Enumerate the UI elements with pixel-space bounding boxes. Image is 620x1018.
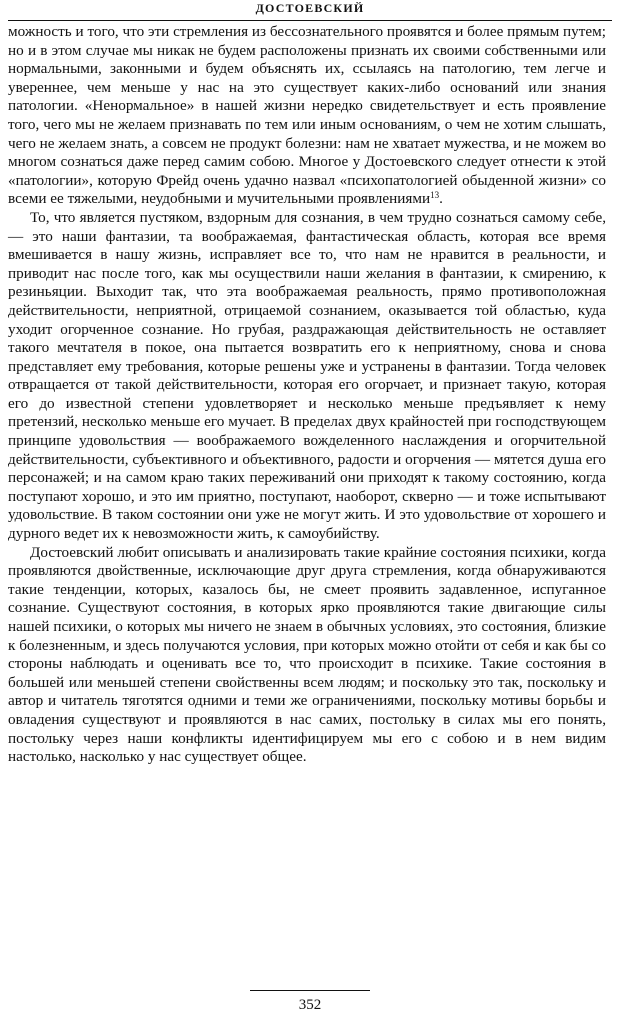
paragraph-2: То, что является пустяком, вздорным для сознания, в чем трудно сознаться самому себе, — это наши фантазии, та воображаемая, фантастическая область, которая все время вмешивается в нашу жизнь, исправляет все то, что нам не нравится в реальности, и приводит нас после того, как мы осуществили наши желания в фантазии, к смирению, к резиньяции. Выходит так, что эта воображаемая реальность, прямо противоположная действительности, неприятной, отрицаемой сознанием, оказывается той областью, куда уходит огорченное сознание. Но грубая, раздражающая действительность не оставляет такого мечтателя в покое, она пытается возвратить его к неприятному, снова и снова представляет ему требования, которые решены уже и устранены в фантазии. Тогда человек отвращается от такой действительности, которая его огорчает, и признает такую, которая его до известной степени удовлетворяет и несколько меньше предъявляет к нему претензий, несколько меньше его мучает. В пределах двух крайностей при господствующем принципе удовольствия — воображаемого вожделенного наслаждения и огорчительной действительности, субъективного и объективного, радости и огорчения — мятется душа его персонажей; и на самом краю таких переживаний они приходят к такому состоянию, когда поступают хорошо, и это им приятно, поступают, наоборот, скверно — и тоже испытывают удовольствие. В таком состоянии они уже не могут жить. И это удовольствие от хорошего и дурного ведет их к невозможности жить, к самоубийству. — [8, 208, 606, 543]
page-number: 352 — [298, 997, 322, 1013]
footnote-reference: 13 — [430, 190, 440, 201]
paragraph-1-tail: . — [439, 190, 443, 208]
running-head: ДОСТОЕВСКИЙ — [255, 1, 365, 15]
footer-rule — [250, 990, 370, 991]
paragraph-1 — [8, 23, 606, 209]
paragraph-1-text: можность и того, что эти стремления из бессознательного проявятся и более прямым путем; но и в этом случае мы никак не будем расположены признать их своими собственными или нормальными, законными и будем объяснять их, ссылаясь на патологию, тем легче и увереннее, чем меньше у нас на это существует каких-либо оснований или знания патологии. «Ненормальное» в нашей жизни нередко свидетельствует и есть проявление того, чего мы не желаем признавать по тем или иным основаниям, о чем не хотим слышать, чего не желаем знать, а совсем не продукт болезни: нам не хватает мужества, и не можем во многом сознаться даже перед самим собою. Многое у Достоевского следует отнести к этой «патологии», которую Фрейд очень удачно назвал «психопатологией обыденной жизни» со всеми ее тяжелыми, неудобными и мучительными проявлениями — [8, 23, 606, 208]
body-text — [8, 23, 606, 767]
paragraph-3: Достоевский любит описывать и анализировать такие крайние состояния психики, когда проявляются двойственные, исключающие друг друга стремления, когда обнаруживаются такие тенденции, которых, казалось бы, не смеет проявить задавленное, испуганное сознание. Существуют состояния, в которых ярко проявляются такие двигающие силы нашей психики, о которых мы ничего не знаем в обычных условиях, это состояния, близкие к болезненным, и здесь получаются условия, при которых можно отойти от себя и как бы со стороны наблюдать и оценивать все то, что происходит в психике. Такие состояния в большей или меньшей степени свойственны всем людям; и поскольку это так, поскольку и автор и читатель тяготятся одними и теми же ограничениями, поскольку мотивы борьбы и овладения существуют и проявляются в нас самих, постольку в силах мы его понять, постольку через наши конфликты идентифицируем мы его с собою и в нем видим настолько, насколько у нас существует общее. — [8, 543, 606, 766]
header-rule — [8, 20, 612, 21]
